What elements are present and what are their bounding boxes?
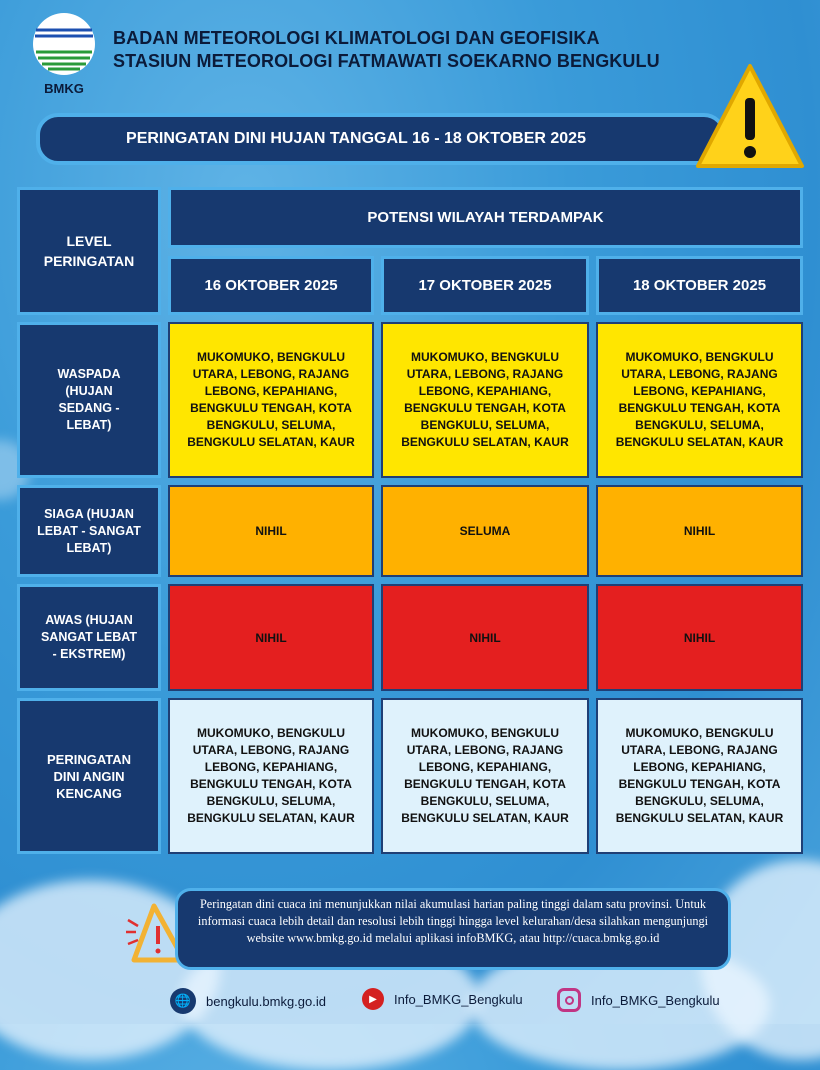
date-header: 17 OKTOBER 2025 [381, 256, 589, 315]
level-angin-kencang: PERINGATAN DINI ANGIN KENCANG [17, 698, 161, 854]
footer-website[interactable] [170, 988, 326, 1014]
youtube-label: Info_BMKG_Bengkulu [394, 991, 523, 1007]
banner-title [36, 113, 726, 165]
warning-triangle-icon [694, 62, 806, 177]
website-label: bengkulu.bmkg.go.id [206, 993, 326, 1009]
bmkg-logo [32, 12, 96, 96]
cell-awas-16: NIHIL [168, 584, 374, 691]
cell-siaga-16: NIHIL [168, 485, 374, 577]
cell-angin-17: MUKOMUKO, BENGKULU UTARA, LEBONG, RAJANG LEBONG, KEPAHIANG, BENGKULU TENGAH, KOTA BENGKULU, SELUMA, BENGKULU SELATAN, KAUR [381, 698, 589, 854]
cell-awas-18: NIHIL [596, 584, 803, 691]
level-siaga: SIAGA (HUJAN LEBAT - SANGAT LEBAT) [17, 485, 161, 577]
date-header: 18 OKTOBER 2025 [596, 256, 803, 315]
level-awas: AWAS (HUJAN SANGAT LEBAT - EKSTREM) [17, 584, 161, 691]
logo-text: BMKG [44, 81, 84, 96]
cell-siaga-17: SELUMA [381, 485, 589, 577]
level-header: LEVEL PERINGATAN [17, 187, 161, 315]
cell-waspada-16: MUKOMUKO, BENGKULU UTARA, LEBONG, RAJANG LEBONG, KEPAHIANG, BENGKULU TENGAH, KOTA BENGKULU, SELUMA, BENGKULU SELATAN, KAUR [168, 322, 374, 478]
level-waspada: WASPADA (HUJAN SEDANG - LEBAT) [17, 322, 161, 478]
bmkg-logo-icon [32, 12, 96, 76]
cell-angin-16: MUKOMUKO, BENGKULU UTARA, LEBONG, RAJANG LEBONG, KEPAHIANG, BENGKULU TENGAH, KOTA BENGKULU, SELUMA, BENGKULU SELATAN, KAUR [168, 698, 374, 854]
globe-icon: 🌐 [170, 988, 196, 1014]
footer-youtube[interactable] [362, 988, 523, 1010]
date-header: 16 OKTOBER 2025 [168, 256, 374, 315]
instagram-icon [557, 988, 581, 1012]
instagram-label: Info_BMKG_Bengkulu [591, 992, 720, 1008]
info-note: Peringatan dini cuaca ini menunjukkan nilai akumulasi harian paling tinggi dalam satu provinsi. Untuk informasi cuaca lebih detail dan resolusi lebih tinggi hingga level kelurahan/desa silahkan mengunjungi website www.bmkg.go.id melalui aplikasi infoBMKG, atau http://cuaca.bmkg.go.id [175, 888, 731, 970]
youtube-icon: ▶ [362, 988, 384, 1010]
footer-instagram[interactable] [557, 988, 720, 1012]
area-header: POTENSI WILAYAH TERDAMPAK [168, 187, 803, 248]
org-title: BADAN METEOROLOGI KLIMATOLOGI DAN GEOFISIKA [113, 28, 600, 48]
cell-waspada-17: MUKOMUKO, BENGKULU UTARA, LEBONG, RAJANG LEBONG, KEPAHIANG, BENGKULU TENGAH, KOTA BENGKULU, SELUMA, BENGKULU SELATAN, KAUR [381, 322, 589, 478]
banner-title-text: PERINGATAN DINI HUJAN TANGGAL 16 - 18 OKTOBER 2025 [126, 130, 586, 147]
cell-waspada-18: MUKOMUKO, BENGKULU UTARA, LEBONG, RAJANG LEBONG, KEPAHIANG, BENGKULU TENGAH, KOTA BENGKULU, SELUMA, BENGKULU SELATAN, KAUR [596, 322, 803, 478]
cell-angin-18: MUKOMUKO, BENGKULU UTARA, LEBONG, RAJANG LEBONG, KEPAHIANG, BENGKULU TENGAH, KOTA BENGKULU, SELUMA, BENGKULU SELATAN, KAUR [596, 698, 803, 854]
cell-awas-17: NIHIL [381, 584, 589, 691]
cell-siaga-18: NIHIL [596, 485, 803, 577]
station-title: STASIUN METEOROLOGI FATMAWATI SOEKARNO BENGKULU [113, 51, 660, 71]
